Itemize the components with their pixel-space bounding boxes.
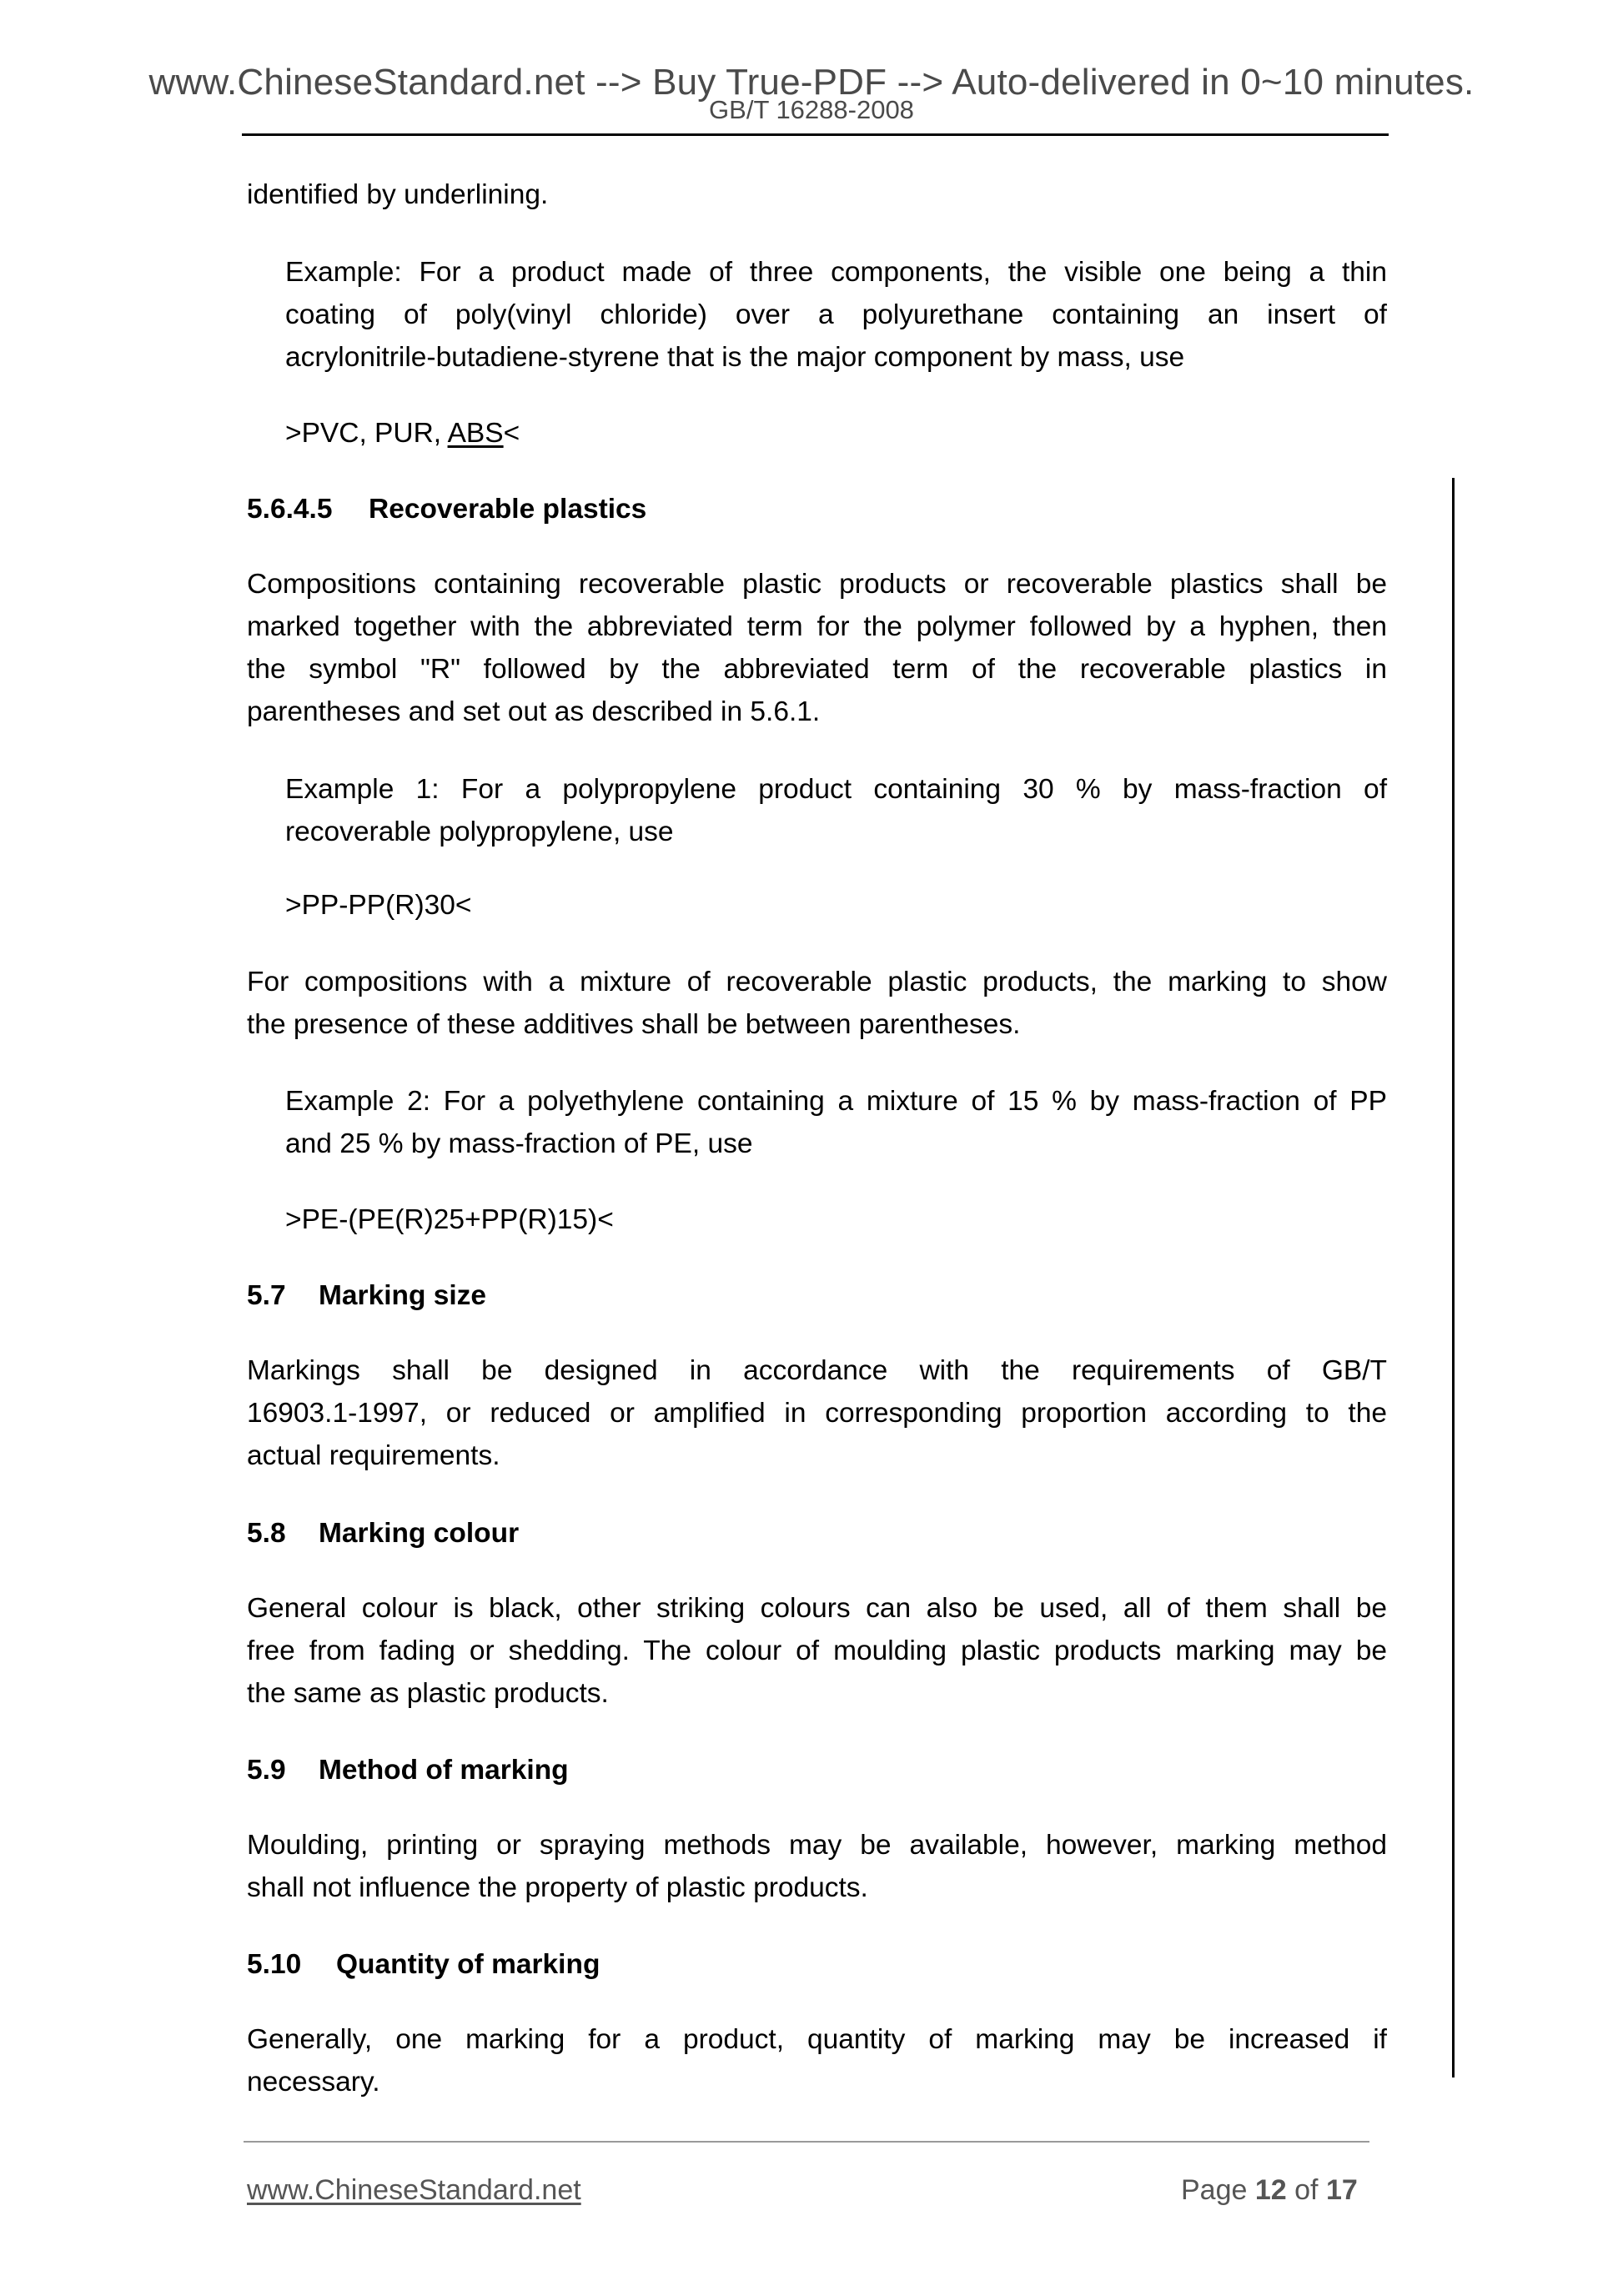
header-divider (242, 133, 1389, 136)
example-underlining (285, 251, 1387, 379)
intro-paragraph (247, 173, 1387, 216)
section-number: 5.9 (247, 1755, 286, 1786)
text-line: parentheses and set out as described in 5.6.1. (247, 696, 821, 727)
page-current: 12 (1254, 2174, 1287, 2206)
text-line: Example 2: For a polyethylene containing a mixture of 15 % by mass-fraction of PP (285, 1086, 1387, 1117)
text-line: Markings shall be designed in accordance with the requirements of GB/T (247, 1355, 1387, 1386)
text-line: shall not influence the property of plastic products. (247, 1872, 868, 1903)
section-title: Marking size (319, 1280, 487, 1311)
text-line: the symbol "R" followed by the abbreviated term of the recoverable plastics in (247, 654, 1387, 685)
marking-prefix: >PVC, PUR, (285, 418, 448, 449)
page-indicator (1181, 2174, 1358, 2206)
quantity-of-marking-paragraph (247, 2018, 1387, 2103)
marking-suffix: < (503, 418, 520, 449)
method-of-marking-paragraph (247, 1824, 1387, 1909)
section-heading-5-9 (247, 1749, 569, 1791)
text-line: free from fading or shedding. The colour of moulding plastic products marking may be (247, 1635, 1387, 1666)
example-1 (285, 768, 1387, 853)
text-line: coating of poly(vinyl chloride) over a polyurethane containing an insert of (285, 299, 1387, 330)
section-title: Recoverable plastics (369, 494, 647, 525)
text-line: 16903.1-1997, or reduced or amplified in corresponding proportion according to the (247, 1398, 1387, 1429)
revision-change-bar (1452, 478, 1455, 2077)
footer-divider (244, 2141, 1369, 2143)
marking-example-pvc (285, 412, 520, 455)
recoverable-plastics-paragraph (247, 563, 1387, 733)
text-line: acrylonitrile-butadiene-styrene that is the major component by mass, use (285, 342, 1185, 373)
section-heading-5-7 (247, 1274, 486, 1317)
text-line: General colour is black, other striking colours can also be used, all of them shall be (247, 1593, 1387, 1624)
text-line: Compositions containing recoverable plastic products or recoverable plastics shall be (247, 569, 1387, 600)
footer-website-link[interactable]: www.ChineseStandard.net (247, 2174, 581, 2206)
marking-size-paragraph (247, 1349, 1387, 1477)
text-line: necessary. (247, 2067, 380, 2098)
marking-colour-paragraph (247, 1587, 1387, 1715)
mixture-paragraph (247, 961, 1387, 1046)
marking-example-1: >PP-PP(R)30< (285, 890, 472, 921)
text-line: identified by underlining. (247, 179, 549, 210)
standard-number: GB/T 16288-2008 (709, 95, 914, 124)
text-line: Example: For a product made of three components, the visible one being a thin (285, 257, 1387, 288)
text-line: and 25 % by mass-fraction of PE, use (285, 1128, 753, 1159)
example-2 (285, 1080, 1387, 1165)
section-number: 5.10 (247, 1949, 302, 1980)
text-line: recoverable polypropylene, use (285, 816, 674, 847)
text-line: Generally, one marking for a product, quantity of marking may be increased if (247, 2024, 1387, 2055)
section-number: 5.7 (247, 1280, 286, 1311)
text-line: actual requirements. (247, 1440, 500, 1471)
section-title: Method of marking (319, 1755, 569, 1786)
page-label: Page (1181, 2174, 1248, 2206)
section-heading-5-6-4-5 (247, 488, 646, 530)
header-banner: www.ChineseStandard.net --> Buy True-PDF --> Auto-delivered in 0~10 minutes. (148, 62, 1475, 103)
page-of: of (1294, 2174, 1319, 2206)
section-title: Quantity of marking (336, 1949, 600, 1980)
section-number: 5.6.4.5 (247, 494, 333, 525)
text-line: For compositions with a mixture of recoverable plastic products, the marking to show (247, 967, 1387, 997)
marking-example-2: >PE-(PE(R)25+PP(R)15)< (285, 1204, 614, 1235)
text-line: the same as plastic products. (247, 1678, 609, 1709)
text-line: the presence of these additives shall be between parentheses. (247, 1009, 1021, 1040)
section-number: 5.8 (247, 1518, 286, 1549)
page-total: 17 (1325, 2174, 1358, 2206)
marking-underlined-abs: ABS (447, 418, 504, 449)
text-line: Moulding, printing or spraying methods may be available, however, marking method (247, 1830, 1387, 1861)
section-heading-5-10 (247, 1943, 600, 1986)
text-line: Example 1: For a polypropylene product containing 30 % by mass-fraction of (285, 774, 1387, 805)
section-title: Marking colour (319, 1518, 520, 1549)
section-heading-5-8 (247, 1512, 519, 1555)
text-line: marked together with the abbreviated term for the polymer followed by a hyphen, then (247, 611, 1387, 642)
